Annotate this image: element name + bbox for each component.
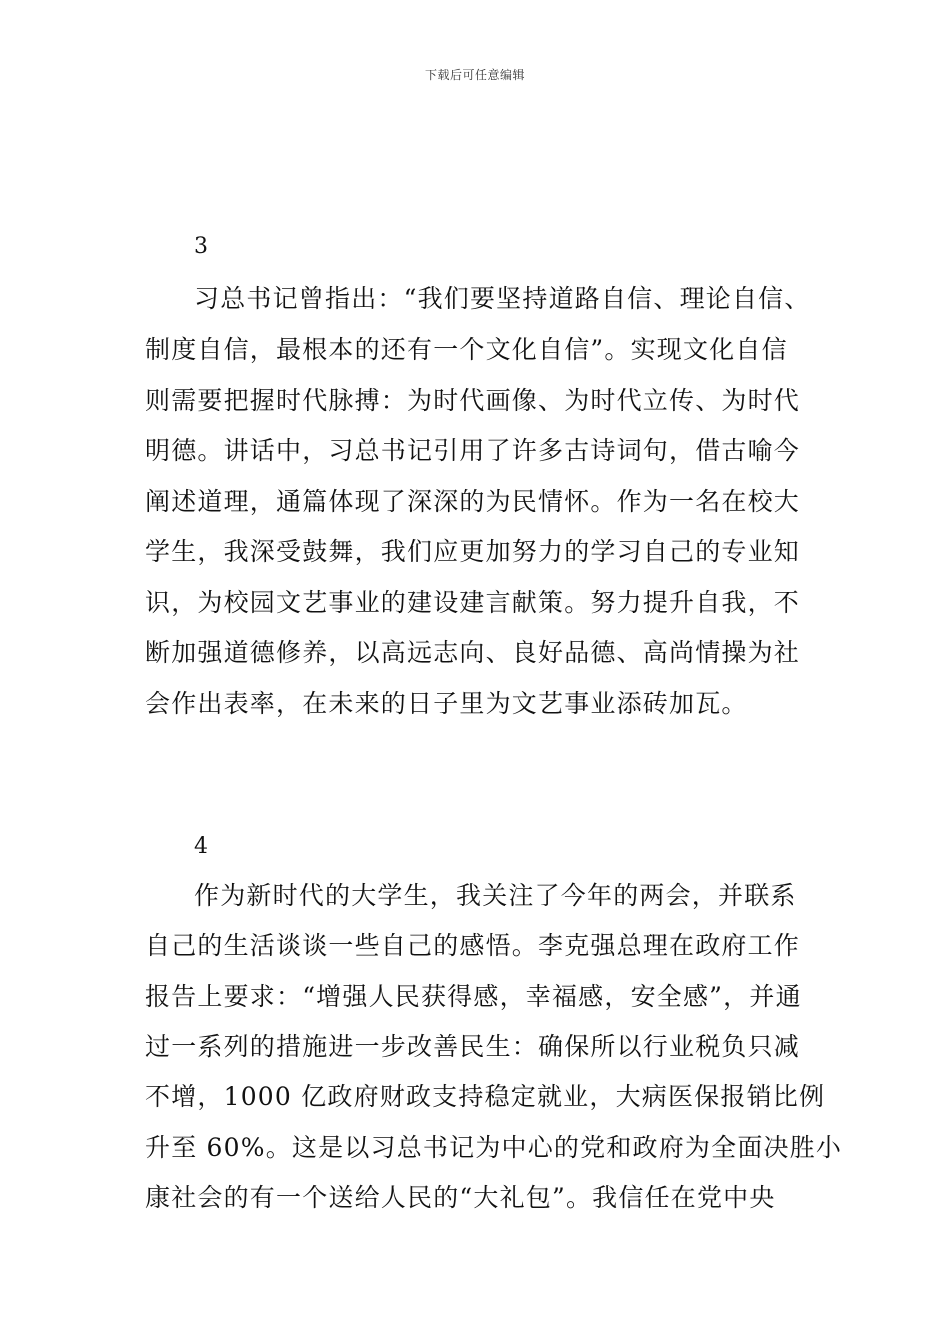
paragraph-line: 断加强道德修养，以高远志向、良好品德、高尚情操为社 xyxy=(145,638,801,667)
paragraph-line: 识，为校园文艺事业的建设建言献策。努力提升自我，不 xyxy=(145,588,801,617)
paragraph-line: 会作出表率，在未来的日子里为文艺事业添砖加瓦。 xyxy=(145,689,748,718)
paragraph-line: 自己的生活谈谈一些自己的感悟。李克强总理在政府工作 xyxy=(145,931,801,960)
paragraph-line: 升至 60%。这是以习总书记为中心的党和政府为全面决胜小 xyxy=(145,1133,843,1162)
paragraph-line: 康社会的有一个送给人民的“大礼包”。我信任在党中央 xyxy=(145,1183,776,1212)
paragraph-line: 学生，我深受鼓舞，我们应更加努力的学习自己的专业知 xyxy=(145,537,801,566)
paragraph-line: 作为新时代的大学生，我关注了今年的两会，并联系 xyxy=(194,881,797,910)
paragraph-line: 报告上要求：“增强人民获得感，幸福感，安全感”，并通 xyxy=(145,982,802,1011)
paragraph-line: 过一系列的措施进一步改善民生：确保所以行业税负只减 xyxy=(145,1032,801,1061)
paragraph-line: 习总书记曾指出：“我们要坚持道路自信、理论自信、 xyxy=(194,284,811,313)
paragraph-line: 则需要把握时代脉搏：为时代画像、为时代立传、为时代 xyxy=(145,386,801,415)
paragraph-line: 制度自信，最根本的还有一个文化自信”。实现文化自信 xyxy=(145,335,788,364)
paragraph-line: 不增，1000 亿政府财政支持稳定就业，大病医保报销比例 xyxy=(145,1082,826,1111)
paragraph-line: 明德。讲话中，习总书记引用了许多古诗词句，借古喻今 xyxy=(145,436,801,465)
paragraph-line: 阐述道理，通篇体现了深深的为民情怀。作为一名在校大 xyxy=(145,487,801,516)
section-number: 3 xyxy=(194,234,208,259)
page-header: 下载后可任意编辑 xyxy=(424,68,525,82)
section-number: 4 xyxy=(194,834,208,859)
